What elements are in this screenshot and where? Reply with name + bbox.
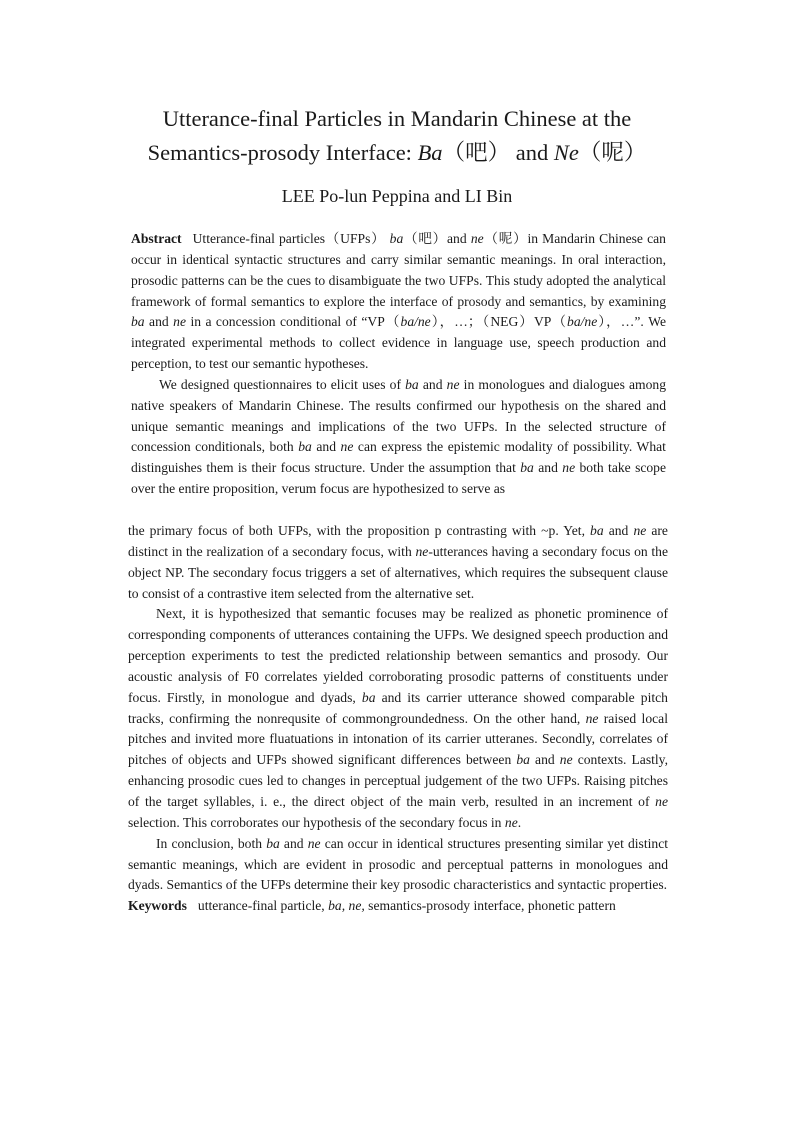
abstract-text: and	[316, 439, 337, 455]
body-text: -utterances having a secondary focus on the object NP. The secondary focus triggers a set of alternatives, which requires the subsequent clause to consist of a contrastive item selected from the alternative set.	[128, 543, 668, 601]
abstract-section	[131, 229, 666, 500]
abstract-text: ），…；（NEG）VP（	[430, 314, 568, 330]
keywords-paragraph	[128, 896, 668, 917]
abstract-term: ba	[131, 314, 145, 330]
body-text: and its carrier utterance showed comparable pitch tracks, confirming the nonrequsite of commongroundedness. On the other hand,	[128, 689, 668, 726]
body-term: ba	[590, 523, 604, 538]
keyword-text: utterance-final particle,	[197, 898, 325, 914]
body-term: ne	[504, 814, 518, 830]
body-text: and	[608, 523, 629, 538]
abstract-text: ），…”. We integrated experimental methods to collect evidence in language use, speech production and perception, to test our semantic hypotheses.	[131, 314, 667, 372]
abstract-term: ba/ne	[567, 314, 598, 330]
body-term: ba	[516, 752, 530, 768]
abstract-term: ba	[298, 439, 312, 455]
body-text: can occur in identical structures presenting similar yet distinct semantic meanings, which are evident in prosodic and perceptual patterns in monologues and dyads. Semantics of the UFPs determine their key prosodic characteristics and syntactic properties.	[128, 835, 669, 893]
body-text: selection. This corroborates our hypothesis of the secondary focus in	[128, 814, 502, 830]
body-term: ne	[585, 710, 599, 726]
abstract-paragraph-2	[131, 375, 666, 500]
abstract-text: can express the epistemic modality of possibility. What distinguishes them is their focus structure. Under the assumption that	[131, 439, 666, 476]
paper-title	[100, 102, 694, 170]
abstract-text: and	[422, 376, 443, 392]
body-term: ne	[415, 543, 429, 559]
abstract-continuation	[128, 521, 668, 917]
title-ne: Ne	[553, 140, 579, 165]
abstract-text: in a concession conditional of “VP（	[190, 314, 401, 330]
abstract-term: ne	[173, 314, 186, 330]
title-ba-char: （吧）	[442, 140, 511, 165]
abstract-text: both take scope over the entire proposition, verum focus are hypothesized to serve as	[131, 460, 667, 497]
abstract-term: ba/ne	[400, 314, 431, 330]
keyword-text: semantics-prosody interface, phonetic pattern	[368, 898, 616, 914]
keyword-term: ne,	[348, 898, 365, 914]
body-term: ne	[655, 793, 668, 809]
abstract-text: in monologues and dialogues among native speakers of Mandarin Chinese. The results confirmed our hypothesis on the shared and unique semantic meanings and implications of the two UFPs. In the selected structure of concession conditionals, both	[131, 376, 667, 455]
title-ne-char: （呢）	[578, 140, 647, 165]
abstract-term: ba	[389, 231, 404, 246]
abstract-text: We designed questionnaires to elicit uses of	[159, 376, 401, 392]
body-term: ba	[266, 835, 280, 851]
body-text: contexts. Lastly, enhancing prosodic cues led to changes in perceptual judgement of the two UFPs. Raising pitches of the target syllables, i. e., the direct object of the main verb, resulted in an increment of	[128, 752, 668, 809]
body-term: ba	[361, 689, 376, 705]
body-text: raised local pitches and invited more fluatuations in intonation of its carrier utteranes. Secondly, correlates of pitches of objects and UFPs showed significant differences between	[128, 710, 668, 768]
body-text: .	[517, 814, 522, 830]
continuation-paragraph-1	[128, 521, 668, 604]
body-text: In conclusion, both	[156, 835, 263, 851]
abstract-text: （呢）in Mandarin Chinese can occur in identical syntactic structures and carry similar semantic meanings. In oral interaction, prosodic patterns can be the cues to disambiguate the two UFPs. This study adopted the analytical framework of formal semantics to explore the interface of prosody and semantics, by examining	[131, 231, 666, 309]
paper-authors: LEE Po-lun Peppina and LI Bin	[281, 186, 513, 206]
continuation-paragraph-2	[128, 604, 668, 833]
abstract-text: Utterance-final particles（UFPs）	[192, 231, 386, 246]
abstract-text: and	[149, 314, 169, 330]
abstract-label: Abstract	[131, 231, 182, 246]
abstract-term: ne	[340, 439, 354, 455]
abstract-text: （吧）and	[403, 231, 467, 246]
title-and: and	[510, 140, 554, 165]
body-text: Next, it is hypothesized that semantic focuses may be realized as phonetic prominence of corresponding components of utterances containing the UFPs. We designed speech production and perception experiments to test the predicted relationship between semantics and prosody. Our acoustic analysis of F0 correlates yielded corroborating prosodic patterns of constituents under focus. Firstly, in monologue and dyads,	[128, 606, 668, 705]
body-term: ne	[633, 523, 647, 538]
abstract-paragraph-1	[131, 229, 666, 375]
abstract-term: ne	[562, 460, 576, 476]
body-term: ne	[307, 835, 321, 851]
body-text: and	[283, 835, 304, 851]
abstract-term: ne	[446, 376, 460, 392]
title-line-2-prefix: Semantics-prosody Interface:	[147, 140, 418, 165]
body-term: ne	[559, 752, 573, 768]
abstract-term: ne	[470, 231, 484, 246]
abstract-term: ba	[405, 376, 419, 392]
body-text: are distinct in the realization of a secondary focus, with	[128, 523, 668, 559]
abstract-term: ba	[520, 460, 534, 476]
abstract-text: and	[538, 460, 558, 476]
body-text: the primary focus of both UFPs, with the proposition p contrasting with ~p. Yet,	[128, 523, 585, 538]
title-line-1: Utterance-final Particles in Mandarin Chinese at the	[162, 106, 632, 131]
body-text: and	[535, 752, 555, 768]
keywords-label: Keywords	[128, 898, 187, 914]
keyword-term: ba,	[328, 898, 346, 914]
title-ba: Ba	[417, 140, 443, 165]
continuation-paragraph-3	[128, 834, 668, 897]
